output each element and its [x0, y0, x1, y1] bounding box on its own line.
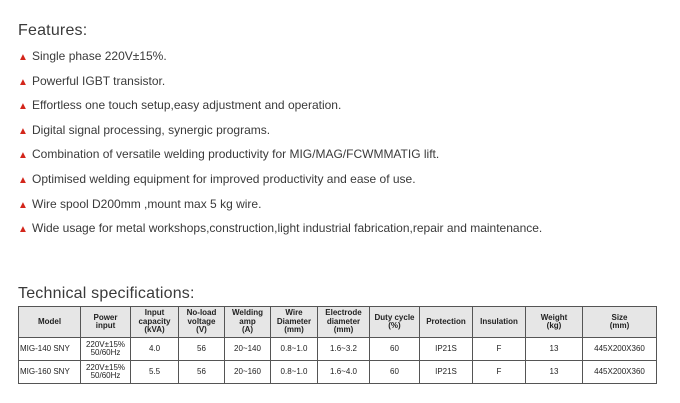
cell-weight: 13 [526, 361, 583, 384]
cell-protection: IP21S [420, 338, 473, 361]
feature-text: Wide usage for metal workshops,construction,light industrial fabrication,repair and maintenance. [32, 221, 543, 236]
features-list [18, 44, 542, 241]
feature-text: Wire spool D200mm ,mount max 5 kg wire. [32, 196, 262, 211]
cell-model: MIG-160 SNY [19, 361, 81, 384]
cell-protection: IP21S [420, 361, 473, 384]
header-no-load-voltage: No-load voltage (V) [179, 307, 225, 338]
feature-item [18, 142, 542, 167]
cell-electrode-diameter: 1.6~4.0 [318, 361, 370, 384]
feature-text: Effortless one touch setup,easy adjustment and operation. [32, 98, 342, 113]
cell-insulation: F [473, 361, 526, 384]
feature-text: Optimised welding equipment for improved productivity and ease of use. [32, 171, 416, 186]
cell-electrode-diameter: 1.6~3.2 [318, 338, 370, 361]
cell-no-load-voltage: 56 [179, 361, 225, 384]
red-triangle-bullet-icon: ▲ [18, 174, 28, 186]
specs-table [18, 306, 657, 384]
table-row [19, 338, 657, 361]
cell-welding-amp: 20~140 [225, 338, 271, 361]
header-insulation: Insulation [473, 307, 526, 338]
feature-item [18, 118, 542, 143]
cell-size: 445X200X360 [583, 338, 657, 361]
red-triangle-bullet-icon: ▲ [18, 224, 28, 236]
cell-insulation: F [473, 338, 526, 361]
header-input-capacity: Input capacity (kVA) [131, 307, 179, 338]
red-triangle-bullet-icon: ▲ [18, 52, 28, 63]
table-row [19, 361, 657, 384]
cell-weight: 13 [526, 338, 583, 361]
feature-item [18, 167, 542, 192]
feature-item [18, 44, 542, 69]
feature-item [18, 216, 542, 241]
cell-wire-diameter: 0.8~1.0 [271, 361, 318, 384]
specs-header-row [19, 307, 657, 338]
red-triangle-bullet-icon: ▲ [18, 76, 28, 88]
cell-size: 445X200X360 [583, 361, 657, 384]
header-size: Size (mm) [583, 307, 657, 338]
header-weight: Weight (kg) [526, 307, 583, 338]
cell-no-load-voltage: 56 [179, 338, 225, 361]
feature-item [18, 93, 542, 118]
cell-input-capacity: 5.5 [131, 361, 179, 384]
header-wire-diameter: Wire Diameter (mm) [271, 307, 318, 338]
red-triangle-bullet-icon: ▲ [18, 150, 28, 162]
header-model: Model [19, 307, 81, 338]
feature-item [18, 69, 542, 94]
header-duty-cycle: Duty cycle (%) [370, 307, 420, 338]
cell-duty-cycle: 60 [370, 361, 420, 384]
red-triangle-bullet-icon: ▲ [18, 125, 28, 137]
red-triangle-bullet-icon: ▲ [18, 101, 28, 113]
feature-text: Single phase 220V±15%. [32, 49, 167, 63]
cell-duty-cycle: 60 [370, 338, 420, 361]
feature-item [18, 192, 542, 217]
feature-text: Digital signal processing, synergic programs. [32, 122, 271, 137]
header-protection: Protection [420, 307, 473, 338]
header-welding-amp: Welding amp (A) [225, 307, 271, 338]
header-power-input: Power input [81, 307, 131, 338]
feature-text: Powerful IGBT transistor. [32, 73, 166, 88]
cell-welding-amp: 20~160 [225, 361, 271, 384]
specs-title: Technical specifications: [18, 285, 195, 302]
cell-power-input: 220V±15% 50/60Hz [81, 361, 131, 384]
cell-power-input: 220V±15% 50/60Hz [81, 338, 131, 361]
feature-text: Combination of versatile welding productivity for MIG/MAG/FCWMMATIG lift. [32, 147, 440, 162]
features-title: Features: [18, 22, 88, 39]
header-electrode-diameter: Electrode diameter (mm) [318, 307, 370, 338]
cell-model: MIG-140 SNY [19, 338, 81, 361]
red-triangle-bullet-icon: ▲ [18, 199, 28, 211]
cell-input-capacity: 4.0 [131, 338, 179, 361]
cell-wire-diameter: 0.8~1.0 [271, 338, 318, 361]
